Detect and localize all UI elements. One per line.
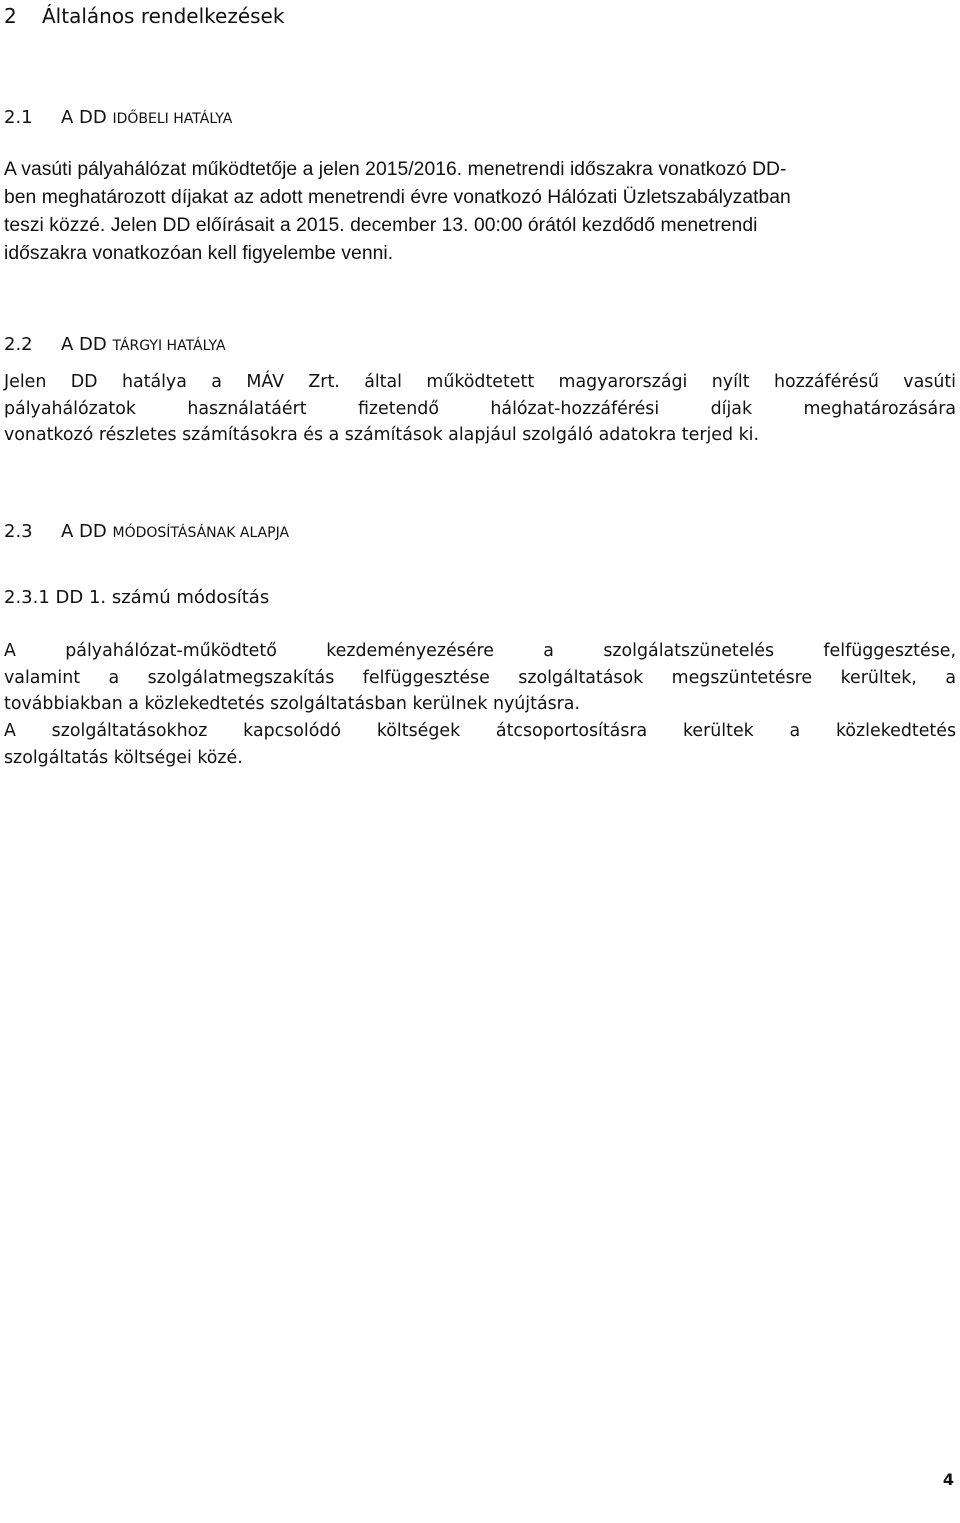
section-number: 2.1 [4, 107, 33, 128]
subsection-paragraph-1 [4, 638, 956, 718]
chapter-number: 2 [4, 4, 17, 28]
page-number: 4 [942, 1470, 954, 1489]
paragraph-line: Jelen DD hatálya a MÁV Zrt. által működtetett magyarországi nyílt hozzáférésű vasúti [4, 372, 956, 392]
subsection-heading: 2.3.1 DD 1. számú módosítás [4, 587, 270, 608]
paragraph-line: időszakra vonatkozóan kell figyelembe venni. [4, 243, 394, 264]
section-heading-2-2 [4, 332, 226, 359]
chapter-title: Általános rendelkezések [42, 4, 285, 28]
section-2-2-paragraph [4, 369, 956, 449]
section-2-1-paragraph [4, 156, 956, 268]
paragraph-line: A vasúti pályahálózat működtetője a jelen 2015/2016. menetrendi időszakra vonatkozó DD- [4, 159, 787, 180]
paragraph-line: szolgáltatás költségei közé. [4, 747, 243, 768]
paragraph-line: A pályahálózat-működtető kezdeményezésére a szolgálatszünetelés felfüggesztése, [4, 641, 956, 661]
section-heading-2-1 [4, 105, 232, 132]
paragraph-line: valamint a szolgálatmegszakítás felfüggesztése szolgáltatások megszüntetésre kerültek, a [4, 667, 956, 688]
paragraph-line: teszi közzé. Jelen DD előírásait a 2015. december 13. 00:00 órától kezdődő menetrendi [4, 215, 758, 236]
paragraph-line: pályahálózatok használatáért fizetendő hálózat-hozzáférési díjak meghatározására [4, 398, 956, 419]
paragraph-line: vonatkozó részletes számításokra és a számítások alapjául szolgáló adatokra terjed ki. [4, 425, 759, 445]
section-prefix: A DD [61, 107, 107, 128]
section-prefix: A DD [61, 334, 107, 355]
section-number: 2.2 [4, 334, 33, 355]
subsection-paragraph-2 [4, 718, 956, 771]
section-title: MÓDOSÍTÁSÁNAK ALAPJA [112, 525, 290, 541]
paragraph-line: A szolgáltatásokhoz kapcsolódó költségek átcsoportosításra kerültek a közlekedtetés [4, 721, 956, 741]
section-title: TÁRGYI HATÁLYA [112, 338, 226, 354]
section-title: IDŐBELI HATÁLYA [112, 111, 233, 127]
section-prefix: A DD [61, 521, 107, 542]
paragraph-line: továbbiakban a közlekedtetés szolgáltatásban kerülnek nyújtásra. [4, 694, 580, 714]
chapter-heading [4, 2, 284, 30]
paragraph-line: ben meghatározott díjakat az adott menetrendi évre vonatkozó Hálózati Üzletszabályzatban [4, 187, 791, 208]
section-heading-2-3 [4, 519, 289, 546]
section-number: 2.3 [4, 521, 33, 542]
